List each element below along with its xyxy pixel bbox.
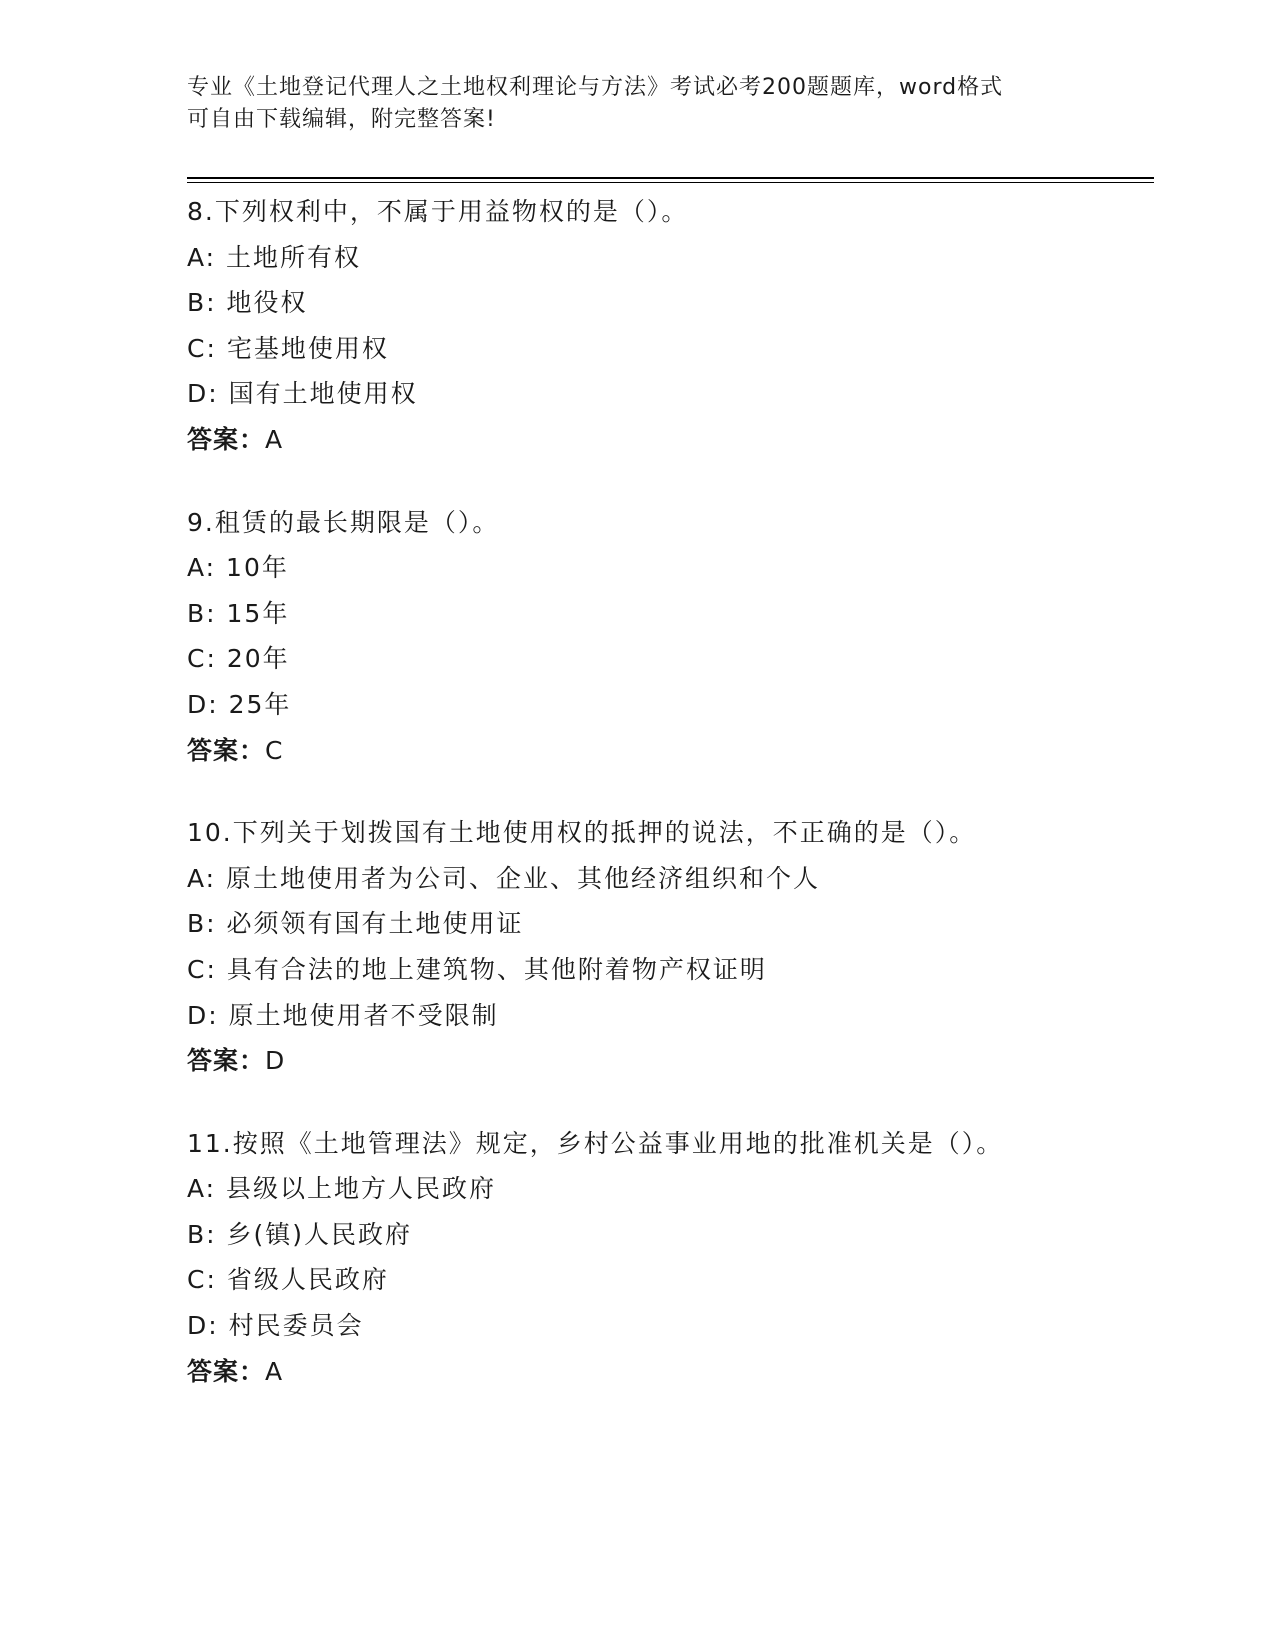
answer-value: A — [265, 1356, 285, 1386]
option-d: D: 原土地使用者不受限制 — [187, 1000, 499, 1030]
option-b: B: 必须领有国有土地使用证 — [187, 909, 524, 939]
question-stem: 10.下列关于划拨国有土地使用权的抵押的说法，不正确的是（）。 — [187, 818, 977, 848]
question-9 — [187, 500, 1167, 774]
option-a: A: 10年 — [187, 553, 289, 583]
answer-line — [187, 417, 1167, 463]
answer-line — [187, 1038, 1167, 1084]
question-10 — [187, 810, 1167, 1084]
question-stem: 9.租赁的最长期限是（）。 — [187, 507, 500, 537]
question-list — [187, 189, 1167, 1431]
answer-value: D — [265, 1046, 287, 1076]
question-stem: 11.按照《土地管理法》规定，乡村公益事业用地的批准机关是（）。 — [187, 1128, 1004, 1158]
option-c: C: 具有合法的地上建筑物、其他附着物产权证明 — [187, 954, 767, 984]
answer-label: 答案： — [187, 1046, 266, 1076]
option-d: D: 村民委员会 — [187, 1311, 364, 1341]
option-d: D: 25年 — [187, 689, 292, 719]
option-c: C: 省级人民政府 — [187, 1265, 389, 1295]
answer-label: 答案： — [187, 1356, 266, 1386]
option-b: B: 乡(镇)人民政府 — [187, 1219, 413, 1249]
question-11 — [187, 1121, 1167, 1395]
answer-value: A — [265, 424, 285, 454]
document-header — [187, 72, 1087, 136]
option-d: D: 国有土地使用权 — [187, 379, 418, 409]
answer-line — [187, 728, 1167, 774]
option-c: C: 宅基地使用权 — [187, 333, 389, 363]
header-line-2: 可自由下载编辑，附完整答案! — [187, 107, 496, 132]
question-8 — [187, 189, 1167, 463]
question-stem: 8.下列权利中，不属于用益物权的是（）。 — [187, 197, 689, 226]
header-divider-thick — [187, 177, 1154, 179]
answer-label: 答案： — [187, 424, 266, 454]
header-divider-thin — [187, 182, 1154, 183]
option-a: A: 土地所有权 — [187, 242, 362, 272]
option-b: B: 地役权 — [187, 288, 308, 318]
option-a: A: 原土地使用者为公司、企业、其他经济组织和个人 — [187, 863, 821, 893]
header-line-1: 专业《土地登记代理人之土地权利理论与方法》考试必考200题题库，word格式 — [187, 75, 1004, 100]
option-b: B: 15年 — [187, 598, 290, 628]
answer-value: C — [265, 735, 285, 765]
option-c: C: 20年 — [187, 644, 290, 674]
option-a: A: 县级以上地方人民政府 — [187, 1174, 497, 1204]
answer-line — [187, 1349, 1167, 1395]
answer-label: 答案： — [187, 735, 266, 765]
